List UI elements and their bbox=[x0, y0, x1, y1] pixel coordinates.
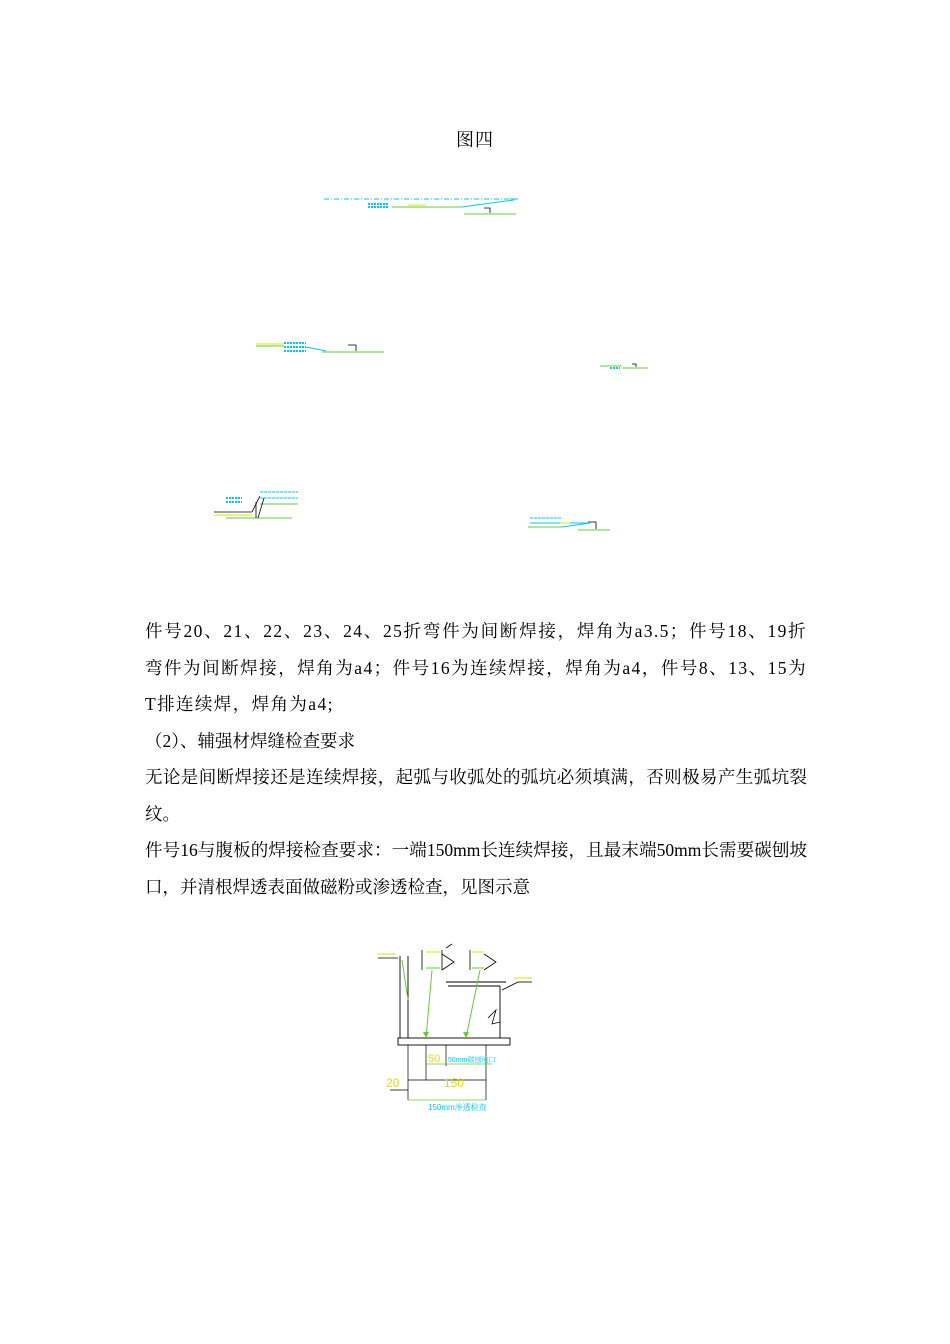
weld-symbol-drawing-1 bbox=[322, 192, 522, 220]
dim-150-label: 150 bbox=[444, 1076, 465, 1090]
figure-caption: 图四 bbox=[456, 130, 494, 150]
note-150mm-inspection: 150mm渗透检查 bbox=[428, 1103, 487, 1112]
weld-symbol-drawing-4 bbox=[212, 488, 302, 524]
paragraph-arc-crater: 无论是间断焊接还是连续焊接，起弧与收弧处的弧坑必须填满，否则极易产生弧坑裂纹。 bbox=[145, 767, 807, 824]
note-50mm-gouge: 50mm碳刨坡口 bbox=[448, 1057, 496, 1064]
weld-symbol-drawing-2 bbox=[254, 338, 386, 358]
weld-symbol-drawing-5 bbox=[526, 512, 612, 534]
body-text bbox=[145, 613, 807, 905]
weld-detail-drawing bbox=[372, 940, 538, 1120]
weld-symbol-drawing-3 bbox=[598, 360, 650, 374]
dim-50-label: 50 bbox=[428, 1053, 441, 1065]
section-heading-inspection: （2）、辅强材焊缝检查要求 bbox=[145, 730, 355, 751]
paragraph-weld-specs: 件号20、21、22、23、24、25折弯件为间断焊接，焊角为a3.5；件号18、19折弯件为间断焊接，焊角为a4；件号16为连续焊接，焊角为a4，件号8、13、15为T排连续焊，焊角为a4; bbox=[145, 621, 807, 714]
paragraph-part16-inspection: 件号16与腹板的焊接检查要求：一端150mm长连续焊接，且最末端50mm长需要碳刨坡口，并清根焊透表面做磁粉或渗透检查，见图示意 bbox=[145, 840, 807, 897]
dim-20-label: 20 bbox=[386, 1076, 400, 1090]
